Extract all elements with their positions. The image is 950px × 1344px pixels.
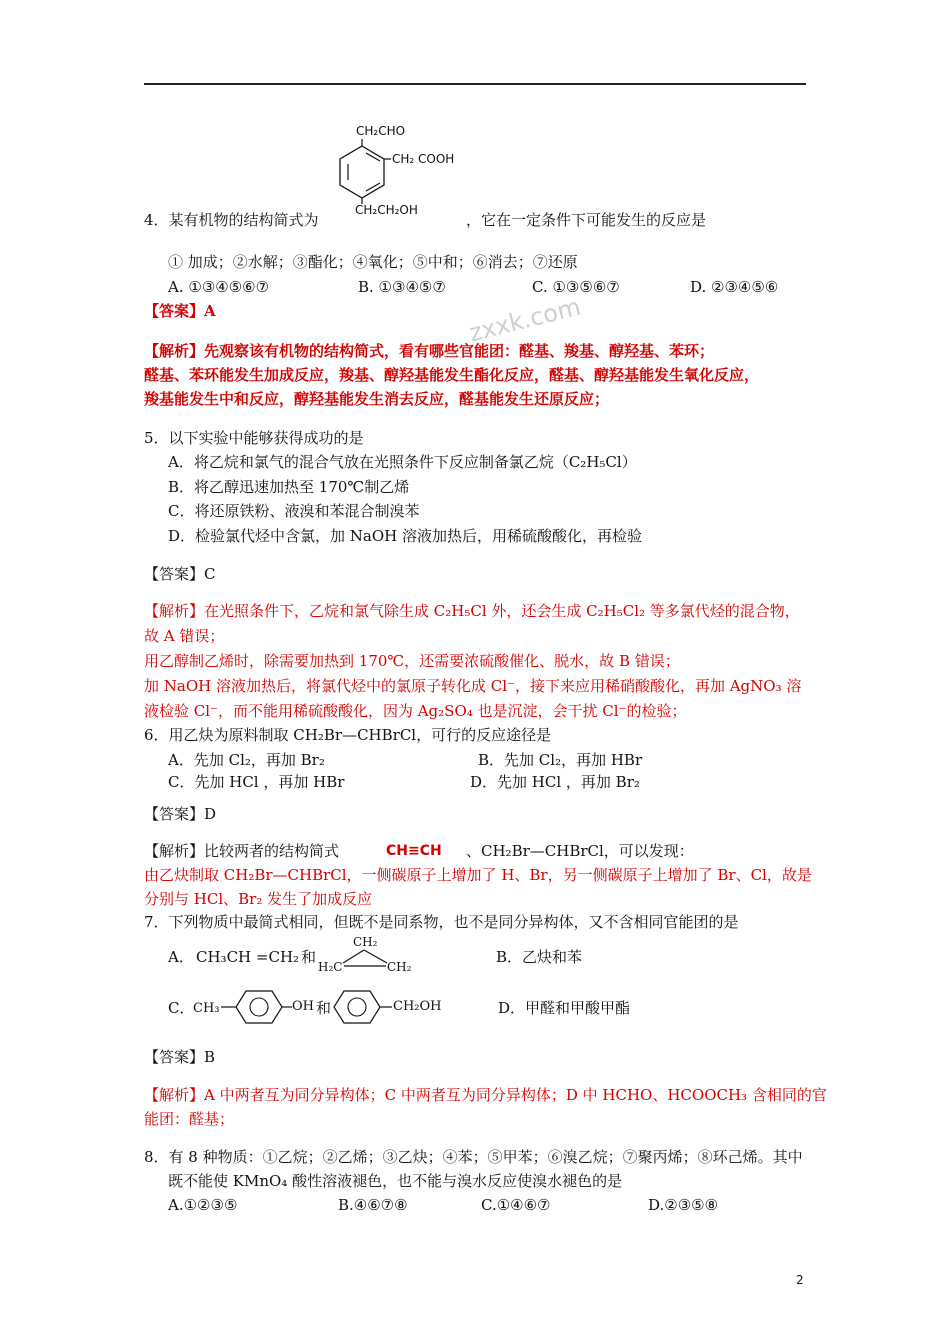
q6-answer: 【答案】D [144, 805, 217, 823]
q8-option-c: C.①④⑥⑦ [481, 1196, 551, 1214]
q4-stem-post: ，它在一定条件下可能发生的反应是 [466, 211, 707, 229]
q4-analysis-2: 醛基、苯环能发生加成反应，羧基、醇羟基能发生酯化反应，醛基、醇羟基能发生氧化反应， [144, 366, 760, 384]
watermark: zxxk.com [466, 292, 584, 348]
q7-option-a-formula: CH₃CH =CH₂ [196, 948, 300, 966]
q4-stem-pre: 4．某有机物的结构简式为 [144, 211, 319, 229]
q6-analysis-2: 分别与 HCl、Br₂ 发生了加成反应 [144, 890, 373, 908]
q5-option-a: A．将乙烷和氯气的混合气放在光照条件下反应制备氯乙烷（C₂H₅Cl） [168, 453, 637, 471]
q5-option-b: B．将乙醇迅速加热至 170℃制乙烯 [168, 478, 410, 496]
q8-option-a: A.①②③⑤ [168, 1196, 238, 1214]
q7-option-c-label: C． [168, 999, 195, 1017]
q6-analysis-post: 、CH₂Br—CHBrCl，可以发现： [466, 842, 694, 860]
q5-analysis-4: 加 NaOH 溶液加热后，将氯代烃中的氯原子转化成 Cl⁻，接下来应用稀硝酸酸化，再加 AgNO₃ 溶 [144, 677, 802, 695]
q7-cyclo-top: CH₂ [353, 935, 378, 949]
q6-analysis-formula: CH≡CH [386, 843, 442, 859]
q5-analysis-3: 用乙醇制乙烯时，除需要加热到 170℃，还需要浓硫酸催化、脱水，故 B 错误； [144, 652, 680, 670]
q7-stem: 7．下列物质中最简式相同，但既不是同系物，也不是同分异构体，又不含相同官能团的是 [144, 913, 739, 931]
q4-analysis-3: 羧基能发生中和反应，醇羟基能发生消去反应，醛基能发生还原反应； [144, 390, 610, 408]
q4-struct-bottom: CH₂CH₂OH [355, 203, 418, 217]
q7-option-c-ch3: CH₃ [193, 1001, 220, 1016]
q6-analysis-pre: 【解析】比较两者的结构简式 [144, 842, 340, 860]
q5-option-d: D．检验氯代烃中含氯，加 NaOH 溶液加热后，用稀硫酸酸化，再检验 [168, 527, 643, 545]
q5-option-c: C．将还原铁粉、液溴和苯混合制溴苯 [168, 502, 420, 520]
q5-analysis-5: 液检验 Cl⁻，而不能用稀硫酸酸化，因为 Ag₂SO₄ 也是沉淀，会干扰 Cl⁻的检验； [144, 702, 687, 720]
q4-option-b: B. ①③④⑤⑦ [358, 278, 446, 296]
q7-option-a-label: A． [168, 948, 194, 966]
q7-option-c-ch2oh: CH₂OH [393, 999, 442, 1014]
q6-analysis-1: 由乙炔制取 CH₂Br—CHBrCl，一侧碳原子上增加了 H、Br，另一侧碳原子上增加了 Br、Cl，故是 [144, 866, 812, 884]
q8-stem-2: 既不能使 KMnO₄ 酸性溶液褪色，也不能与溴水反应使溴水褪色的是 [168, 1172, 623, 1190]
q7-analysis-2: 能团：醛基； [144, 1110, 235, 1128]
q7-analysis-1: 【解析】A 中两者互为同分异构体；C 中两者互为同分异构体；D 中 HCHO、HCOOCH₃ 含相同的官 [144, 1086, 827, 1104]
q7-answer: 【答案】B [144, 1048, 216, 1066]
q7-option-a-and: 和 [301, 948, 317, 966]
q7-cyclo-right: CH₂ [387, 960, 412, 974]
page-number: 2 [796, 1273, 804, 1287]
q5-answer: 【答案】C [144, 565, 216, 583]
q6-option-a: A．先加 Cl₂，再加 Br₂ [168, 751, 325, 769]
q4-answer: 【答案】A [144, 302, 216, 320]
q8-option-b: B.④⑥⑦⑧ [338, 1196, 408, 1214]
q4-option-d: D. ②③④⑤⑥ [690, 278, 779, 296]
q7-option-c-oh: OH [292, 999, 314, 1014]
q4-reactions: ① 加成；②水解；③酯化；④氧化；⑤中和；⑥消去；⑦还原 [168, 253, 578, 271]
q7-option-d: D．甲醛和甲酸甲酯 [498, 999, 631, 1017]
q7-option-c-and: 和 [316, 999, 332, 1017]
q6-option-c: C．先加 HCl ，再加 HBr [168, 773, 345, 791]
q6-option-b: B．先加 Cl₂，再加 HBr [478, 751, 643, 769]
q5-analysis-1: 【解析】在光照条件下，乙烷和氯气除生成 C₂H₅Cl 外，还会生成 C₂H₅Cl₂ 等多氯代烃的混合物， [144, 602, 800, 620]
q6-option-d: D．先加 HCl ，再加 Br₂ [470, 773, 640, 791]
q4-analysis-1: 【解析】先观察该有机物的结构简式，看有哪些官能团：醛基、羧基、醇羟基、苯环； [144, 342, 715, 360]
q8-option-d: D.②③⑤⑧ [648, 1196, 719, 1214]
q7-cyclo-left: H₂C [318, 960, 343, 974]
q7-option-b: B．乙炔和苯 [496, 948, 583, 966]
q5-stem: 5．以下实验中能够获得成功的是 [144, 429, 364, 447]
q5-analysis-2: 故 A 错误； [144, 627, 225, 645]
q8-stem-1: 8．有 8 种物质：①乙烷；②乙烯；③乙炔；④苯；⑤甲苯；⑥溴乙烷；⑦聚丙烯；⑧环己烯。其中 [144, 1148, 803, 1166]
q4-option-c: C. ①③⑤⑥⑦ [532, 278, 620, 296]
q4-struct-right: CH₂ COOH [392, 152, 455, 166]
q6-stem: 6．用乙炔为原料制取 CH₂Br—CHBrCl，可行的反应途径是 [144, 726, 552, 744]
q4-struct-top: CH₂CHO [356, 124, 406, 138]
q4-option-a: A. ①③④⑤⑥⑦ [168, 278, 270, 296]
